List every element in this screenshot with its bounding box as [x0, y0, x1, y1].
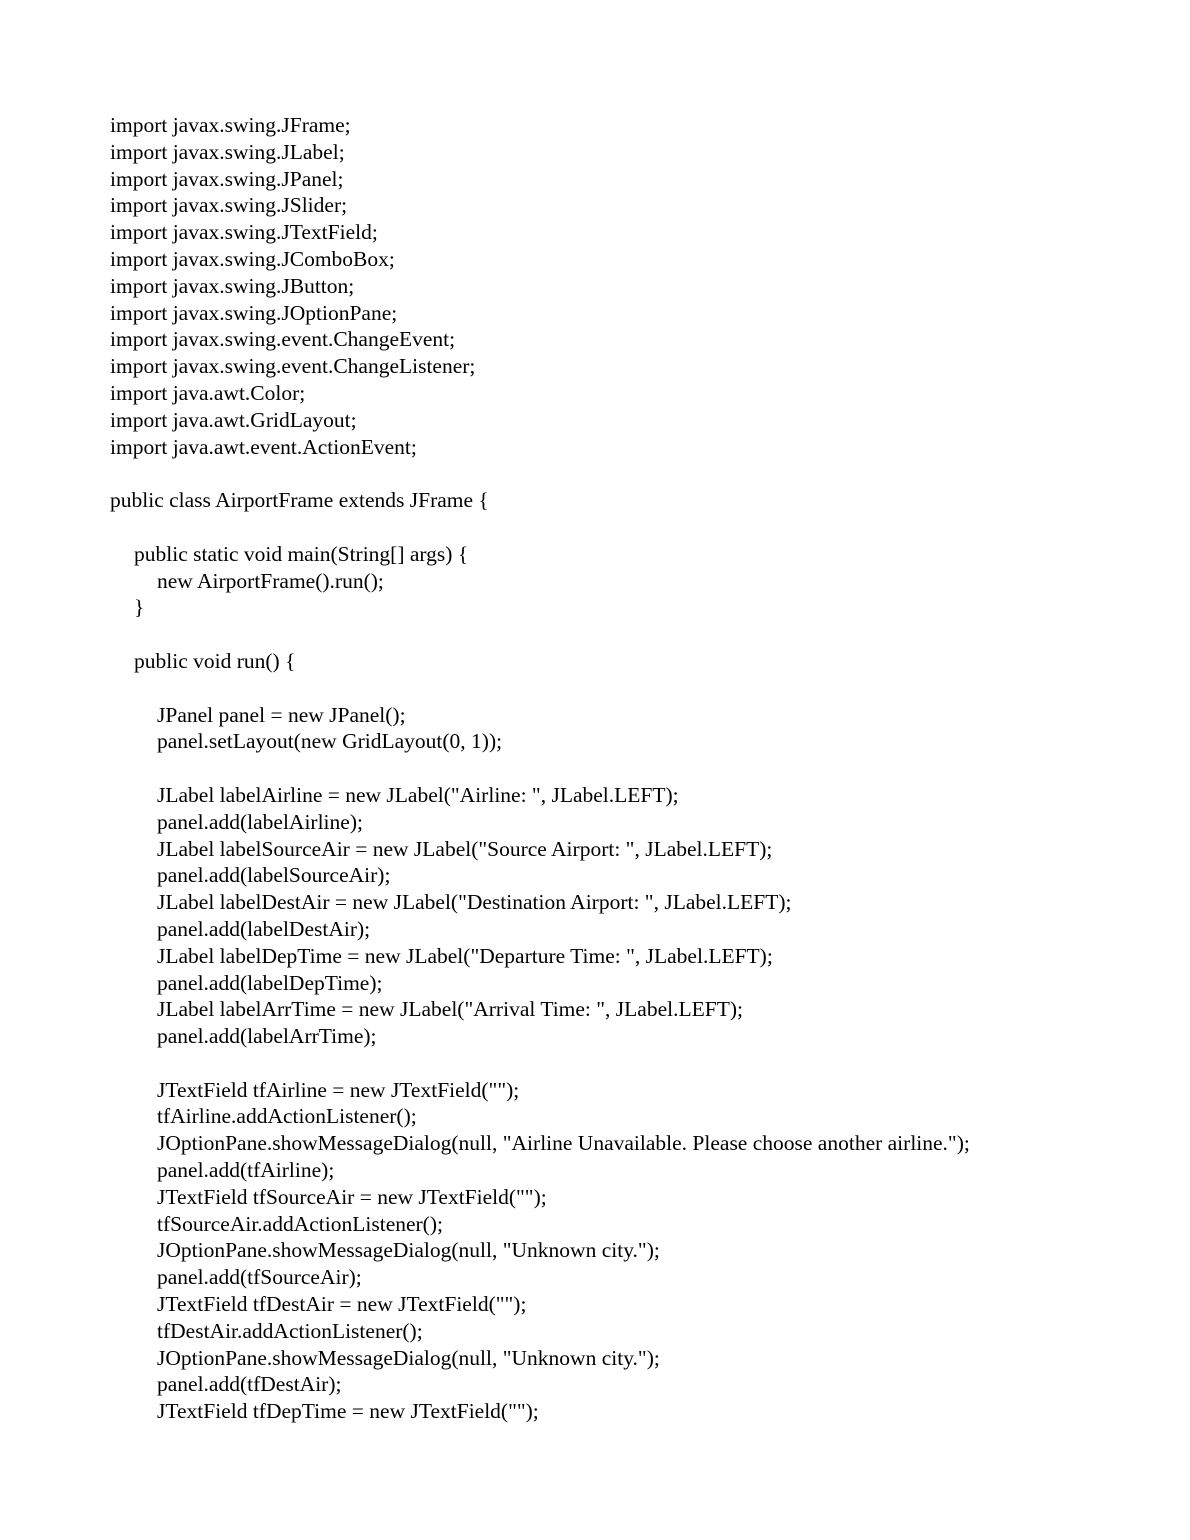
code-line: JLabel labelArrTime = new JLabel("Arrival Time: ", JLabel.LEFT);: [157, 997, 743, 1022]
code-line: JTextField tfAirline = new JTextField("");: [157, 1077, 520, 1102]
code-line: import javax.swing.JTextField;: [110, 220, 378, 245]
code-line: import java.awt.event.ActionEvent;: [110, 434, 417, 459]
blank-line: [110, 1050, 1170, 1077]
code-line: new AirportFrame().run();: [157, 568, 384, 593]
code-line: import javax.swing.JFrame;: [110, 113, 351, 137]
code-line: JLabel labelSourceAir = new JLabel("Source Airport: ", JLabel.LEFT);: [157, 836, 773, 861]
code-line: JOptionPane.showMessageDialog(null, "Airline Unavailable. Please choose another airline.");: [157, 1131, 970, 1156]
code-line: JLabel labelDestAir = new JLabel("Destination Airport: ", JLabel.LEFT);: [157, 890, 792, 915]
code-line: JOptionPane.showMessageDialog(null, "Unknown city.");: [157, 1345, 660, 1370]
blank-line: [110, 755, 1170, 782]
blank-line: [110, 514, 1170, 541]
code-line: panel.add(tfDestAir);: [157, 1372, 342, 1397]
code-line: JTextField tfDepTime = new JTextField("");: [157, 1399, 539, 1424]
code-line: import javax.swing.JButton;: [110, 273, 355, 298]
code-line: import javax.swing.event.ChangeEvent;: [110, 327, 456, 352]
code-line: public void run() {: [134, 648, 296, 673]
code-line: panel.add(labelDestAir);: [157, 916, 371, 941]
code-line: tfSourceAir.addActionListener();: [157, 1211, 443, 1236]
code-line: }: [134, 595, 145, 620]
code-line: JLabel labelAirline = new JLabel("Airline: ", JLabel.LEFT);: [157, 782, 679, 807]
code-line: tfAirline.addActionListener();: [157, 1104, 417, 1129]
code-line: panel.add(labelArrTime);: [157, 1024, 377, 1049]
code-line: public class AirportFrame extends JFrame {: [110, 488, 489, 513]
code-line: panel.add(labelAirline);: [157, 809, 363, 834]
code-line: JOptionPane.showMessageDialog(null, "Unknown city.");: [157, 1238, 660, 1263]
code-line: JTextField tfSourceAir = new JTextField("");: [157, 1184, 547, 1209]
code-line: JTextField tfDestAir = new JTextField("");: [157, 1292, 527, 1317]
code-line: import javax.swing.JSlider;: [110, 193, 348, 218]
blank-line: [110, 675, 1170, 702]
code-line: panel.add(labelDepTime);: [157, 970, 383, 995]
code-line: panel.add(tfSourceAir);: [157, 1265, 362, 1290]
code-line: import javax.swing.JOptionPane;: [110, 300, 398, 325]
code-line: import javax.swing.event.ChangeListener;: [110, 354, 476, 379]
code-line: JPanel panel = new JPanel();: [157, 702, 406, 727]
blank-line: [110, 460, 1170, 487]
code-line: import javax.swing.JComboBox;: [110, 246, 395, 271]
code-line: JLabel labelDepTime = new JLabel("Departure Time: ", JLabel.LEFT);: [157, 943, 773, 968]
code-line: import javax.swing.JPanel;: [110, 166, 344, 191]
code-listing: [110, 112, 1170, 1425]
code-line: panel.add(tfAirline);: [157, 1158, 335, 1183]
blank-line: [110, 621, 1170, 648]
code-line: panel.setLayout(new GridLayout(0, 1));: [157, 729, 503, 754]
code-line: import javax.swing.JLabel;: [110, 139, 345, 164]
code-line: tfDestAir.addActionListener();: [157, 1318, 423, 1343]
code-line: import java.awt.GridLayout;: [110, 407, 357, 432]
code-line: panel.add(labelSourceAir);: [157, 863, 391, 888]
code-line: public static void main(String[] args) {: [134, 541, 469, 566]
code-line: import java.awt.Color;: [110, 380, 306, 405]
